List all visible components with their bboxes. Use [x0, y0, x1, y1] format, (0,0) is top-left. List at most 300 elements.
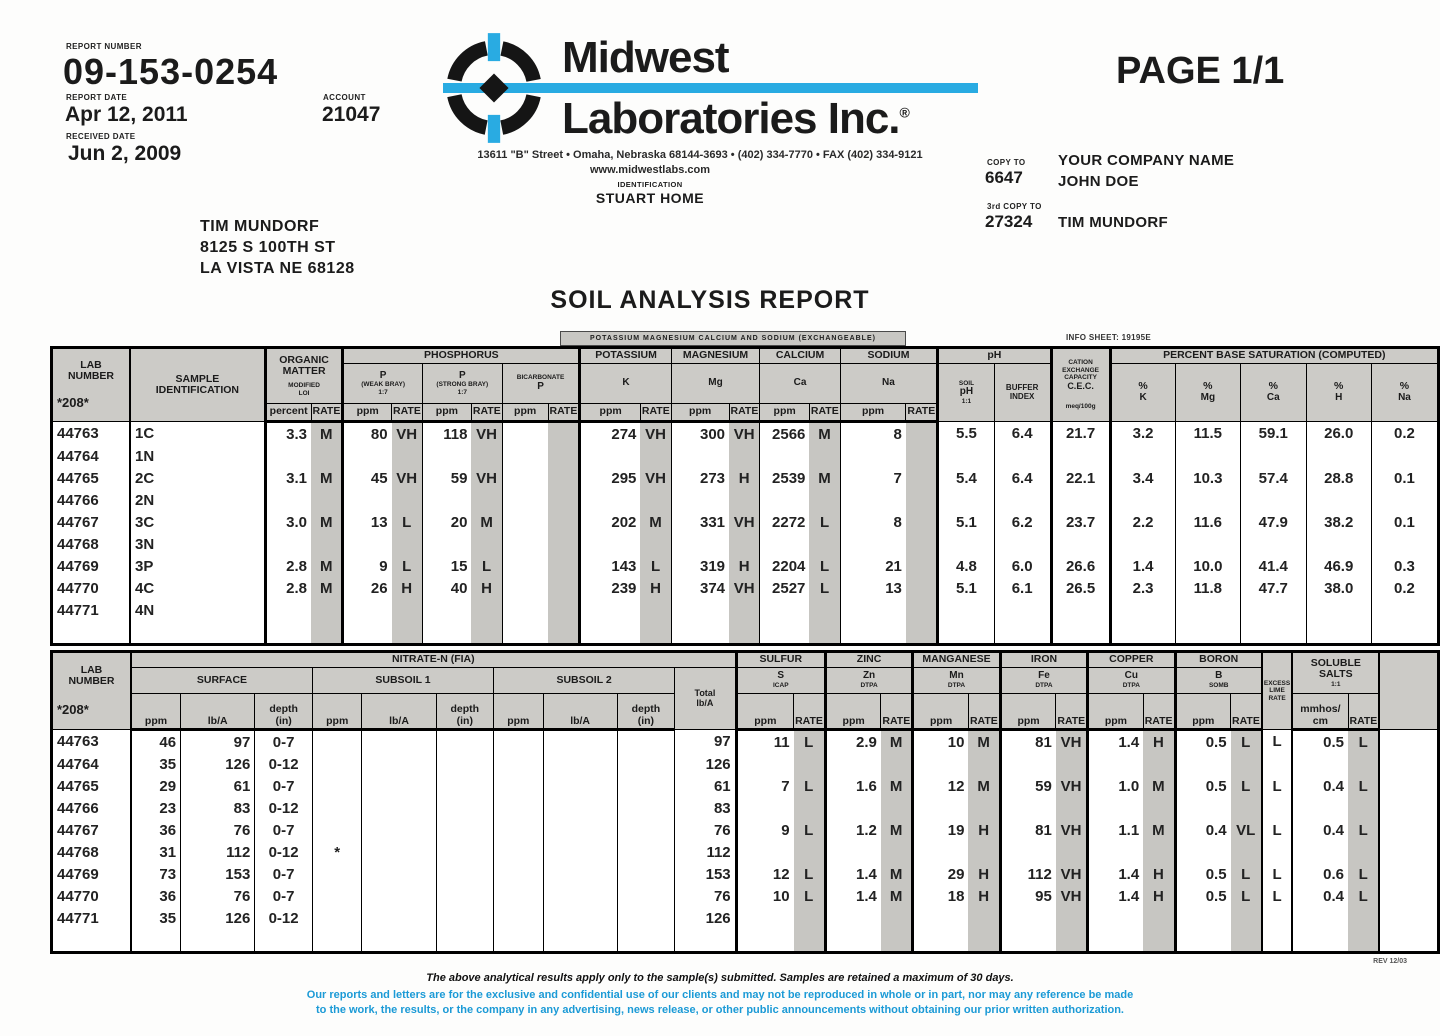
t2-soluble-salts-header: SOLUBLE SALTS 1:1	[1292, 652, 1379, 694]
cell-bc	[502, 511, 548, 533]
filler-cell	[255, 929, 313, 953]
cell-cec	[1051, 599, 1110, 621]
filler-cell	[494, 929, 544, 953]
cell-lime: L	[1262, 819, 1292, 841]
cell-sr	[794, 797, 826, 819]
cell-p1: 26	[343, 577, 392, 599]
footer-disclaimer: The above analytical results apply only to the sample(s) submitted. Samples are retained a maximum of 30 days.	[426, 972, 1014, 984]
filler-cell	[1051, 621, 1110, 645]
cell-bk: 2.3	[1110, 577, 1175, 599]
cell-bca: 59.1	[1241, 422, 1306, 446]
cell-lime	[1262, 907, 1292, 929]
cell-nar	[906, 511, 938, 533]
cell-om	[265, 533, 311, 555]
cell-tot: 61	[675, 775, 737, 797]
report-number-label: REPORT NUMBER	[66, 42, 142, 51]
t1-soil-ph-header: SOIL pH 1:1	[938, 364, 995, 422]
t2-s-symbol-header: S ICAP	[736, 668, 825, 694]
cell-nar	[906, 599, 938, 621]
cell-p2: 118	[422, 422, 471, 446]
cell-cu	[1088, 753, 1144, 775]
cell-sp: 35	[131, 753, 181, 775]
cell-sd: 0-7	[255, 730, 313, 754]
cell-om: 2.8	[265, 577, 311, 599]
cell-buf	[994, 489, 1051, 511]
cell-mn: 12	[913, 775, 969, 797]
cell-s2p	[494, 753, 544, 775]
cell-mnr: M	[968, 775, 1000, 797]
report-number: 09-153-0254	[63, 51, 279, 92]
cell-fe: 81	[1000, 730, 1056, 754]
cell-k	[580, 599, 641, 621]
cell-fe	[1000, 907, 1056, 929]
cell-sr	[794, 907, 826, 929]
cell-mg	[671, 445, 729, 467]
cell-s1l	[362, 775, 436, 797]
cell-p1	[343, 533, 392, 555]
cell-p1r: L	[392, 555, 423, 577]
cell-fer	[1056, 841, 1088, 863]
table-row	[52, 730, 1439, 754]
t2-cu-unit: ppm	[1088, 694, 1144, 730]
cell-na	[840, 599, 906, 621]
cell-lab: 44767	[57, 513, 99, 531]
t1-weak-bray-header: P (WEAK BRAY) 1:7	[343, 364, 423, 404]
copy-to-label: COPY TO	[987, 158, 1026, 167]
cell-fe	[1000, 797, 1056, 819]
cell-bc	[502, 445, 548, 467]
table-row	[52, 533, 1439, 555]
cell-mg: 273	[671, 467, 729, 489]
t1-mg-unit: ppm	[671, 404, 729, 422]
cell-ph	[938, 533, 995, 555]
cell-lab: 44765	[57, 777, 99, 795]
t2-copper-header: COPPER	[1088, 652, 1175, 668]
cell-bc	[502, 555, 548, 577]
cell-k: 239	[580, 577, 641, 599]
cell-mn	[913, 753, 969, 775]
cell-s1l	[362, 841, 436, 863]
filler-cell	[548, 621, 580, 645]
registered-mark: ®	[899, 104, 909, 121]
t1-k-unit: ppm	[580, 404, 641, 422]
cell-mg: 374	[671, 577, 729, 599]
cell-mg: 300	[671, 422, 729, 446]
cell-bmg	[1175, 489, 1240, 511]
cell-bmg: 11.6	[1175, 511, 1240, 533]
cell-ca: 2566	[760, 422, 810, 446]
cell-bna: 0.1	[1371, 511, 1438, 533]
cell-ss	[1292, 797, 1348, 819]
cell-p2	[422, 599, 471, 621]
cell-s2d	[617, 730, 675, 754]
cell-p2r	[471, 489, 502, 511]
copy-to-name-2: JOHN DOE	[1058, 173, 1139, 190]
cell-zn: 1.2	[825, 819, 881, 841]
t1-strong-bray-header: P (STRONG BRAY) 1:7	[422, 364, 502, 404]
filler-cell	[994, 621, 1051, 645]
cell-p1	[343, 489, 392, 511]
cell-s2d	[617, 863, 675, 885]
cell-s1l	[362, 797, 436, 819]
cell-s1p	[312, 753, 362, 775]
cell-sr	[794, 841, 826, 863]
filler-cell	[640, 621, 671, 645]
t1-calcium-header: CALCIUM	[760, 348, 840, 364]
cell-blank	[1379, 730, 1438, 754]
cell-zn	[825, 841, 881, 863]
cell-nar	[906, 577, 938, 599]
cell-sl: 126	[181, 907, 255, 929]
cell-b	[1175, 753, 1231, 775]
cell-sr: L	[794, 885, 826, 907]
cell-bca	[1241, 445, 1306, 467]
t2-cu-rate-label: RATE	[1143, 694, 1175, 730]
filler-cell	[343, 621, 392, 645]
t2-sulfur-header: SULFUR	[736, 652, 825, 668]
cell-omr: M	[311, 577, 343, 599]
t1-base-saturation-group-header: PERCENT BASE SATURATION (COMPUTED)	[1110, 348, 1438, 364]
cell-ssr: L	[1348, 730, 1379, 754]
cell-lab: 44771	[57, 601, 99, 619]
cell-br: L	[1231, 730, 1262, 754]
cell-blank	[1379, 797, 1438, 819]
cell-p2r	[471, 599, 502, 621]
filler-cell	[502, 621, 548, 645]
cell-bcr	[548, 467, 580, 489]
t2-sub2-lba-label: lb/A	[543, 694, 617, 730]
cell-br	[1231, 753, 1262, 775]
cell-fe	[1000, 841, 1056, 863]
cell-car	[809, 533, 840, 555]
t1-lab-number-header: LAB NUMBER *208*	[52, 348, 130, 422]
cell-id: 1C	[130, 422, 265, 446]
t1-bicarbonate-header: BICARBONATE P	[502, 364, 580, 404]
mail-name: TIM MUNDORF	[200, 218, 320, 235]
cell-p1: 45	[343, 467, 392, 489]
t1-na-rate-label: RATE	[906, 404, 938, 422]
filler-cell	[760, 621, 810, 645]
cell-id: 3P	[130, 555, 265, 577]
cell-lab: 44764	[57, 447, 99, 465]
cell-fe: 59	[1000, 775, 1056, 797]
cell-tot: 76	[675, 885, 737, 907]
cell-ca: 2272	[760, 511, 810, 533]
t1-na-symbol-header: Na	[840, 364, 938, 404]
cell-sl: 97	[181, 730, 255, 754]
cell-car	[809, 599, 840, 621]
cell-kr: VH	[640, 467, 671, 489]
cell-cu: 1.1	[1088, 819, 1144, 841]
cell-p1r: VH	[392, 467, 423, 489]
cell-fer	[1056, 797, 1088, 819]
cell-mgr	[729, 445, 760, 467]
filler-cell	[436, 929, 494, 953]
cell-s1l	[362, 819, 436, 841]
cell-s: 7	[736, 775, 793, 797]
t2-excess-lime-header: EXCESS LIME RATE	[1262, 652, 1292, 730]
cell-bna	[1371, 445, 1438, 467]
t1-ph-group-header: pH	[938, 348, 1051, 364]
t1-sodium-header: SODIUM	[840, 348, 938, 364]
table-row	[52, 753, 1439, 775]
cell-id: 2C	[130, 467, 265, 489]
filler-cell	[181, 929, 255, 953]
cell-sl: 76	[181, 819, 255, 841]
cell-tot: 126	[675, 907, 737, 929]
cell-buf: 6.4	[994, 422, 1051, 446]
cell-mnr	[968, 841, 1000, 863]
cell-car	[809, 445, 840, 467]
cell-kr	[640, 599, 671, 621]
cell-kr: L	[640, 555, 671, 577]
cell-s1d	[436, 730, 494, 754]
cell-bh	[1306, 533, 1371, 555]
cell-mgr: H	[729, 467, 760, 489]
cell-br: L	[1231, 863, 1262, 885]
cell-om: 2.8	[265, 555, 311, 577]
exchangeable-cations-band: POTASSIUM MAGNESIUM CALCIUM AND SODIUM (EXCHANGEABLE)	[560, 331, 906, 346]
cell-cur	[1143, 907, 1175, 929]
cell-sp: 23	[131, 797, 181, 819]
cell-s1p	[312, 885, 362, 907]
t1-ca-symbol-header: Ca	[760, 364, 840, 404]
cell-sd: 0-12	[255, 841, 313, 863]
cell-s: 12	[736, 863, 793, 885]
cell-fe: 81	[1000, 819, 1056, 841]
table-row	[52, 577, 1439, 599]
cell-kr: VH	[640, 422, 671, 446]
cell-b: 0.5	[1175, 730, 1231, 754]
t1-k-rate-label: RATE	[640, 404, 671, 422]
cell-na	[840, 489, 906, 511]
cell-mnr	[968, 907, 1000, 929]
cell-buf: 6.0	[994, 555, 1051, 577]
cell-om: 3.1	[265, 467, 311, 489]
report-date-label: REPORT DATE	[66, 93, 128, 102]
filler-row	[52, 621, 1439, 645]
filler-cell	[265, 621, 311, 645]
t1-pct-mg-header: % Mg	[1175, 364, 1240, 422]
cell-sd: 0-12	[255, 907, 313, 929]
cell-s1d	[436, 885, 494, 907]
cell-bmg: 10.0	[1175, 555, 1240, 577]
cell-lab: 44763	[57, 425, 99, 442]
table-row	[52, 489, 1439, 511]
t2-surface-lba-label: lb/A	[181, 694, 255, 730]
cell-mg: 319	[671, 555, 729, 577]
cell-tot: 112	[675, 841, 737, 863]
cell-fe	[1000, 753, 1056, 775]
filler-cell	[1056, 929, 1088, 953]
cell-s2l	[543, 797, 617, 819]
cell-s1l	[362, 753, 436, 775]
cell-sl: 83	[181, 797, 255, 819]
cell-mgr: H	[729, 555, 760, 577]
t1-mg-rate-label: RATE	[729, 404, 760, 422]
cell-omr: M	[311, 511, 343, 533]
cell-buf: 6.1	[994, 577, 1051, 599]
t1-ca-unit: ppm	[760, 404, 810, 422]
cell-bna: 0.3	[1371, 555, 1438, 577]
brand-name-bottom	[562, 94, 909, 143]
filler-cell	[671, 621, 729, 645]
table-row	[52, 797, 1439, 819]
cell-s1d	[436, 907, 494, 929]
filler-cell	[580, 621, 641, 645]
cell-fer: VH	[1056, 885, 1088, 907]
cell-car: L	[809, 555, 840, 577]
filler-cell	[736, 929, 793, 953]
cell-ca	[760, 445, 810, 467]
filler-cell	[52, 621, 130, 645]
cell-bk: 2.2	[1110, 511, 1175, 533]
cell-s1p	[312, 819, 362, 841]
cell-ss: 0.5	[1292, 730, 1348, 754]
cell-bcr	[548, 599, 580, 621]
cell-sd: 0-7	[255, 819, 313, 841]
cell-p1	[343, 599, 392, 621]
t2-nitrate-group-header: NITRATE-N (FIA)	[131, 652, 736, 668]
cell-ph: 5.1	[938, 511, 995, 533]
cell-mn	[913, 907, 969, 929]
cell-sd: 0-7	[255, 885, 313, 907]
cell-p1: 9	[343, 555, 392, 577]
t2-ss-unit: mmhos/ cm	[1292, 694, 1348, 730]
cell-tot: 83	[675, 797, 737, 819]
t1-bc-rate-label: RATE	[548, 404, 580, 422]
t1-magnesium-header: MAGNESIUM	[671, 348, 760, 364]
cell-s1d	[436, 841, 494, 863]
cell-sd: 0-7	[255, 775, 313, 797]
filler-cell	[794, 929, 826, 953]
t1-pct-na-header: % Na	[1371, 364, 1438, 422]
cell-car: L	[809, 511, 840, 533]
t1-pct-k-header: % K	[1110, 364, 1175, 422]
cell-s2p	[494, 885, 544, 907]
cell-sl: 76	[181, 885, 255, 907]
cell-buf	[994, 533, 1051, 555]
cell-cec: 26.6	[1051, 555, 1110, 577]
cell-s: 10	[736, 885, 793, 907]
brand-name-text: Laboratories Inc.	[562, 94, 900, 143]
cell-k: 143	[580, 555, 641, 577]
cell-bna: 0.2	[1371, 577, 1438, 599]
cell-znr: M	[881, 730, 913, 754]
cell-mgr	[729, 533, 760, 555]
account-number: 21047	[322, 103, 381, 126]
cell-s2l	[543, 841, 617, 863]
cell-bh: 26.0	[1306, 422, 1371, 446]
cell-tot: 126	[675, 753, 737, 775]
cell-ssr: L	[1348, 819, 1379, 841]
cell-lab: 44767	[57, 821, 99, 839]
cell-p1r: H	[392, 577, 423, 599]
cell-nar	[906, 489, 938, 511]
cell-s2d	[617, 753, 675, 775]
t1-pct-ca-header: % Ca	[1241, 364, 1306, 422]
t1-buffer-index-header: BUFFER INDEX	[994, 364, 1051, 422]
filler-cell	[131, 929, 181, 953]
table-row	[52, 907, 1439, 929]
t1-potassium-header: POTASSIUM	[580, 348, 671, 364]
cell-bna	[1371, 599, 1438, 621]
cell-om	[265, 599, 311, 621]
cell-bc	[502, 422, 548, 446]
cell-cu	[1088, 841, 1144, 863]
cell-s2l	[543, 885, 617, 907]
t2-total-header: Total lb/A	[675, 668, 737, 730]
cell-p2r: M	[471, 511, 502, 533]
cell-lime: L	[1262, 885, 1292, 907]
cell-lab: 44763	[57, 733, 99, 750]
cell-cur: M	[1143, 775, 1175, 797]
cell-s	[736, 907, 793, 929]
cell-sl: 126	[181, 753, 255, 775]
cell-buf: 6.4	[994, 467, 1051, 489]
cell-zn: 1.4	[825, 885, 881, 907]
cell-bk	[1110, 599, 1175, 621]
t2-iron-header: IRON	[1000, 652, 1087, 668]
cell-bh: 46.9	[1306, 555, 1371, 577]
cell-s2d	[617, 885, 675, 907]
cell-cu: 1.4	[1088, 730, 1144, 754]
cell-cec: 23.7	[1051, 511, 1110, 533]
cell-ssr: L	[1348, 775, 1379, 797]
cell-nar	[906, 422, 938, 446]
cell-s2l	[543, 863, 617, 885]
cell-p1r: L	[392, 511, 423, 533]
lab-website: www.midwestlabs.com	[589, 164, 710, 176]
cell-bh	[1306, 599, 1371, 621]
filler-cell	[1110, 621, 1175, 645]
cell-bcr	[548, 555, 580, 577]
cell-s1p	[312, 775, 362, 797]
cell-tot: 153	[675, 863, 737, 885]
cell-bk: 3.4	[1110, 467, 1175, 489]
cell-br: L	[1231, 885, 1262, 907]
cell-bk	[1110, 489, 1175, 511]
t2-blank-column-header	[1379, 652, 1438, 730]
cell-nar	[906, 467, 938, 489]
cell-mn	[913, 841, 969, 863]
cell-kr: H	[640, 577, 671, 599]
cell-mn: 29	[913, 863, 969, 885]
filler-cell	[130, 621, 265, 645]
received-date: Jun 2, 2009	[68, 142, 182, 165]
cell-ssr	[1348, 841, 1379, 863]
cell-omr: M	[311, 467, 343, 489]
cell-mn: 10	[913, 730, 969, 754]
cell-s: 9	[736, 819, 793, 841]
cell-id: 3N	[130, 533, 265, 555]
cell-ca: 2204	[760, 555, 810, 577]
cell-p1r: VH	[392, 422, 423, 446]
cell-fer: VH	[1056, 819, 1088, 841]
cell-sr: L	[794, 775, 826, 797]
third-copy-to-number: 27324	[985, 212, 1033, 231]
cell-p2: 15	[422, 555, 471, 577]
cell-id: 4N	[130, 599, 265, 621]
cell-p1: 13	[343, 511, 392, 533]
cell-znr: M	[881, 885, 913, 907]
cell-k: 274	[580, 422, 641, 446]
table-row	[52, 445, 1439, 467]
cell-om	[265, 489, 311, 511]
cell-bca: 47.9	[1241, 511, 1306, 533]
cell-sp: 73	[131, 863, 181, 885]
t2-sub1-depth-label: depth (in)	[436, 694, 494, 730]
